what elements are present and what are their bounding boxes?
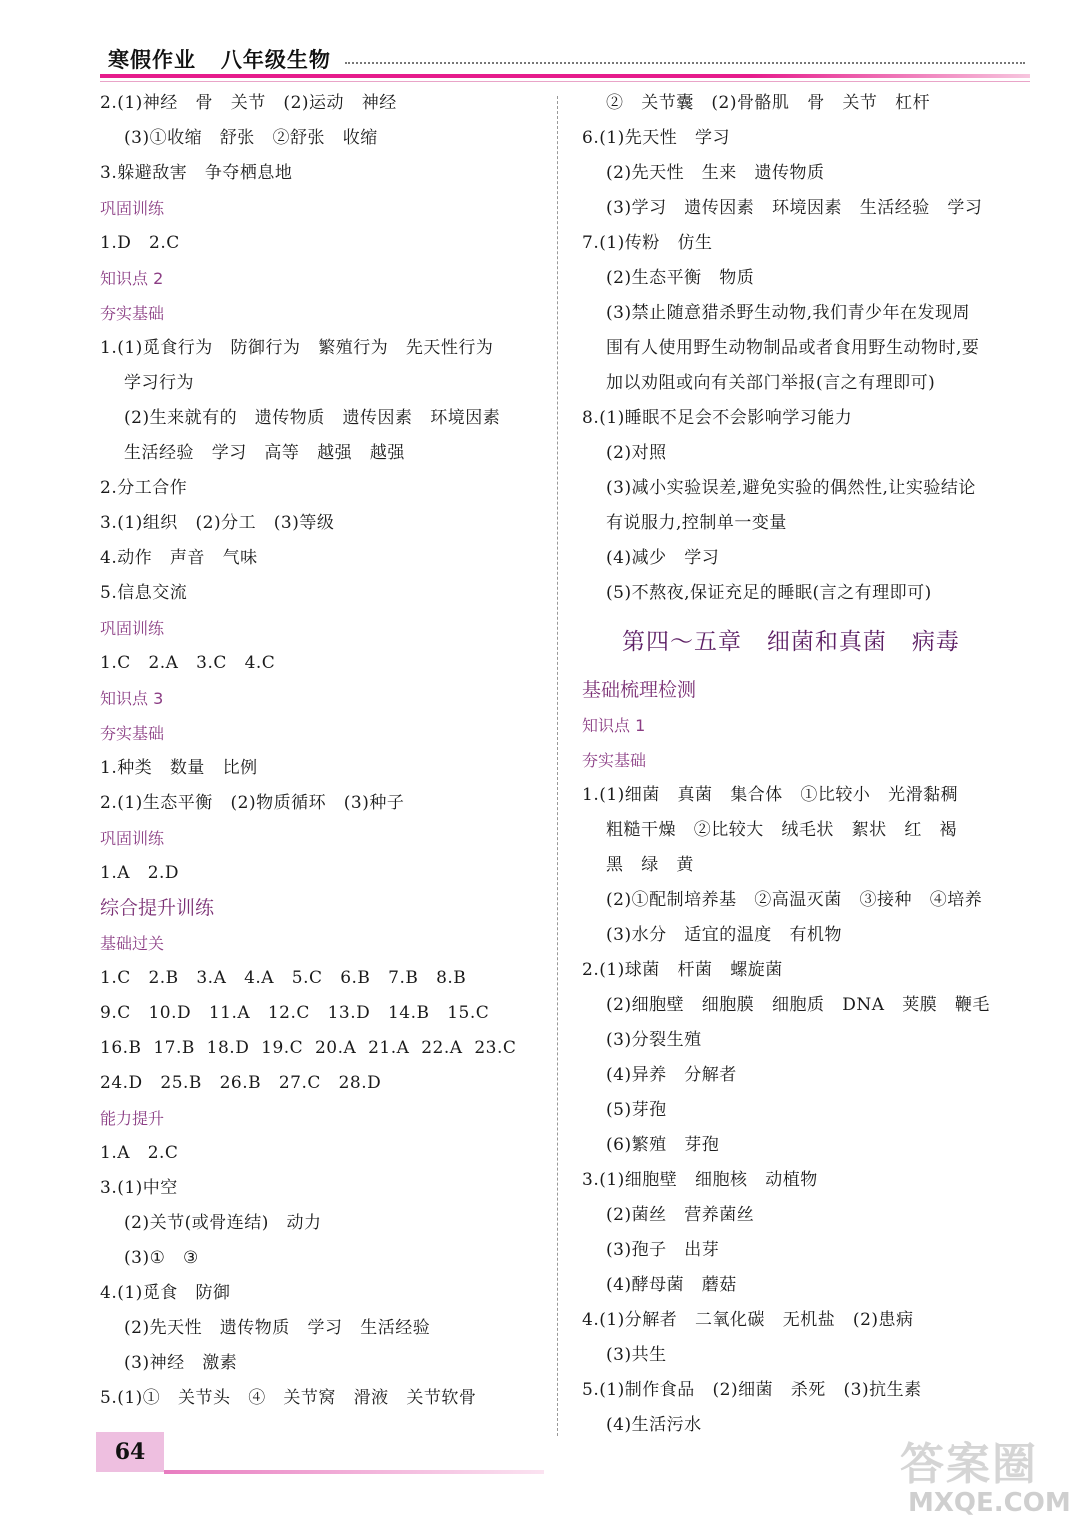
header-title: 寒假作业 八年级生物 bbox=[108, 48, 331, 72]
answer-line: (3)禁止随意猎杀野生动物,我们青少年在发现周 bbox=[606, 303, 970, 323]
page-footer bbox=[0, 1420, 1075, 1536]
answer-line: (2)生来就有的 遗传物质 遗传因素 环境因素 bbox=[124, 408, 501, 428]
answer-line: 16.B 17.B 18.D 19.C 20.A 21.A 22.A 23.C bbox=[100, 1038, 517, 1058]
section-heading: 基础过关 bbox=[100, 934, 165, 953]
footer-accent-bar bbox=[164, 1470, 544, 1474]
answer-line: (3)分裂生殖 bbox=[606, 1030, 702, 1050]
answer-line: 学习行为 bbox=[124, 373, 194, 393]
answer-line: (2)菌丝 营养菌丝 bbox=[606, 1205, 755, 1225]
answer-line: 4.动作 声音 气味 bbox=[100, 548, 258, 568]
answer-line: 3.(1)细胞壁 细胞核 动植物 bbox=[582, 1170, 818, 1190]
answer-line: 有说服力,控制单一变量 bbox=[606, 513, 787, 533]
answer-line: 黑 绿 黄 bbox=[606, 855, 694, 875]
answer-line: (2)先天性 遗传物质 学习 生活经验 bbox=[124, 1318, 431, 1338]
header-thin-rule bbox=[100, 81, 1030, 82]
answer-line: (4)生活污水 bbox=[606, 1415, 702, 1435]
answer-line: 1.C 2.B 3.A 4.A 5.C 6.B 7.B 8.B bbox=[100, 968, 467, 988]
section-heading-major: 基础梳理检测 bbox=[582, 679, 697, 701]
section-heading: 巩固训练 bbox=[100, 199, 165, 218]
answer-line: (2)对照 bbox=[606, 443, 667, 463]
answer-line: 24.D 25.B 26.B 27.C 28.D bbox=[100, 1073, 382, 1093]
answer-line: 1.A 2.D bbox=[100, 863, 180, 883]
section-heading: 知识点 3 bbox=[100, 689, 164, 708]
answer-line: 生活经验 学习 高等 越强 越强 bbox=[124, 443, 405, 463]
chapter-title: 第四～五章 细菌和真菌 病毒 bbox=[622, 629, 960, 655]
section-heading: 夯实基础 bbox=[100, 304, 165, 323]
answer-line: 3.躲避敌害 争夺栖息地 bbox=[100, 163, 293, 183]
page-number: 64 bbox=[96, 1432, 164, 1472]
answer-line: 9.C 10.D 11.A 12.C 13.D 14.B 15.C bbox=[100, 1003, 490, 1023]
section-heading: 巩固训练 bbox=[100, 829, 165, 848]
watermark-url: MXQE.COM bbox=[908, 1488, 1071, 1518]
answer-line: 1.种类 数量 比例 bbox=[100, 758, 258, 778]
answer-line: (5)芽孢 bbox=[606, 1100, 667, 1120]
answer-line: (2)先天性 生来 遗传物质 bbox=[606, 163, 825, 183]
watermark-text: 答案圈 bbox=[900, 1439, 1038, 1490]
section-heading: 能力提升 bbox=[100, 1109, 165, 1128]
answer-line: (5)不熬夜,保证充足的睡眠(言之有理即可) bbox=[606, 583, 932, 603]
answer-line: 2.分工合作 bbox=[100, 478, 188, 498]
section-heading: 知识点 1 bbox=[582, 716, 646, 735]
answer-line: (4)异养 分解者 bbox=[606, 1065, 737, 1085]
answer-line: 1.A 2.C bbox=[100, 1143, 179, 1163]
answer-line: 1.D 2.C bbox=[100, 233, 180, 253]
answer-line: 3.(1)中空 bbox=[100, 1178, 178, 1198]
answer-line: (3)共生 bbox=[606, 1345, 667, 1365]
answer-line: 粗糙干燥 ②比较大 绒毛状 絮状 红 褐 bbox=[606, 820, 958, 840]
page-header bbox=[0, 0, 1075, 92]
answer-line: (4)减少 学习 bbox=[606, 548, 720, 568]
watermark-logo bbox=[900, 1428, 1071, 1528]
answer-line: 围有人使用野生动物制品或者食用野生动物时,要 bbox=[606, 338, 980, 358]
answer-line: (3)孢子 出芽 bbox=[606, 1240, 720, 1260]
header-accent-bar bbox=[100, 74, 1030, 78]
section-heading: 巩固训练 bbox=[100, 619, 165, 638]
answer-line: 4.(1)觅食 防御 bbox=[100, 1283, 231, 1303]
answer-line: (4)酵母菌 蘑菇 bbox=[606, 1275, 737, 1295]
answer-line: 5.(1)① 关节头 ④ 关节窝 滑液 关节软骨 bbox=[100, 1388, 477, 1408]
answer-line: 3.(1)组织 (2)分工 (3)等级 bbox=[100, 513, 335, 533]
answer-line: (2)关节(或骨连结) 动力 bbox=[124, 1213, 322, 1233]
answer-line: 5.信息交流 bbox=[100, 583, 188, 603]
answer-line: 2.(1)生态平衡 (2)物质循环 (3)种子 bbox=[100, 793, 405, 813]
answer-line: 加以劝阻或向有关部门举报(言之有理即可) bbox=[606, 373, 936, 393]
answer-line: (3)①收缩 舒张 ②舒张 收缩 bbox=[124, 128, 378, 148]
answer-line: 8.(1)睡眠不足会不会影响学习能力 bbox=[582, 408, 853, 428]
answer-line: (2)生态平衡 物质 bbox=[606, 268, 755, 288]
answer-line: 5.(1)制作食品 (2)细菌 杀死 (3)抗生素 bbox=[582, 1380, 922, 1400]
column-divider bbox=[557, 96, 558, 1436]
answer-line: 2.(1)球菌 杆菌 螺旋菌 bbox=[582, 960, 783, 980]
section-heading: 夯实基础 bbox=[582, 751, 647, 770]
answer-line: 2.(1)神经 骨 关节 (2)运动 神经 bbox=[100, 93, 397, 113]
answer-line: ② 关节囊 (2)骨骼肌 骨 关节 杠杆 bbox=[606, 93, 931, 113]
answer-line: 1.(1)觅食行为 防御行为 繁殖行为 先天性行为 bbox=[100, 338, 494, 358]
section-heading-major: 综合提升训练 bbox=[100, 897, 215, 919]
section-heading: 知识点 2 bbox=[100, 269, 164, 288]
answer-line: 1.(1)细菌 真菌 集合体 ①比较小 光滑黏稠 bbox=[582, 785, 959, 805]
answer-line: (3)水分 适宜的温度 有机物 bbox=[606, 925, 843, 945]
answer-line: 1.C 2.A 3.C 4.C bbox=[100, 653, 276, 673]
answer-line: (3)① ③ bbox=[124, 1248, 199, 1268]
left-column bbox=[100, 86, 550, 1416]
answer-line: (2)细胞壁 细胞膜 细胞质 DNA 荚膜 鞭毛 bbox=[606, 995, 990, 1015]
answer-line: 4.(1)分解者 二氧化碳 无机盐 (2)患病 bbox=[582, 1310, 914, 1330]
section-heading: 夯实基础 bbox=[100, 724, 165, 743]
answer-line: (3)减小实验误差,避免实验的偶然性,让实验结论 bbox=[606, 478, 976, 498]
answer-line: (3)学习 遗传因素 环境因素 生活经验 学习 bbox=[606, 198, 983, 218]
answer-line: 6.(1)先天性 学习 bbox=[582, 128, 731, 148]
answer-line: 7.(1)传粉 仿生 bbox=[582, 233, 713, 253]
answer-line: (3)神经 激素 bbox=[124, 1353, 238, 1373]
answer-line: (2)①配制培养基 ②高温灭菌 ③接种 ④培养 bbox=[606, 890, 983, 910]
header-dotted-rule bbox=[345, 62, 1025, 64]
right-column bbox=[582, 86, 1032, 1443]
answer-line: (6)繁殖 芽孢 bbox=[606, 1135, 720, 1155]
